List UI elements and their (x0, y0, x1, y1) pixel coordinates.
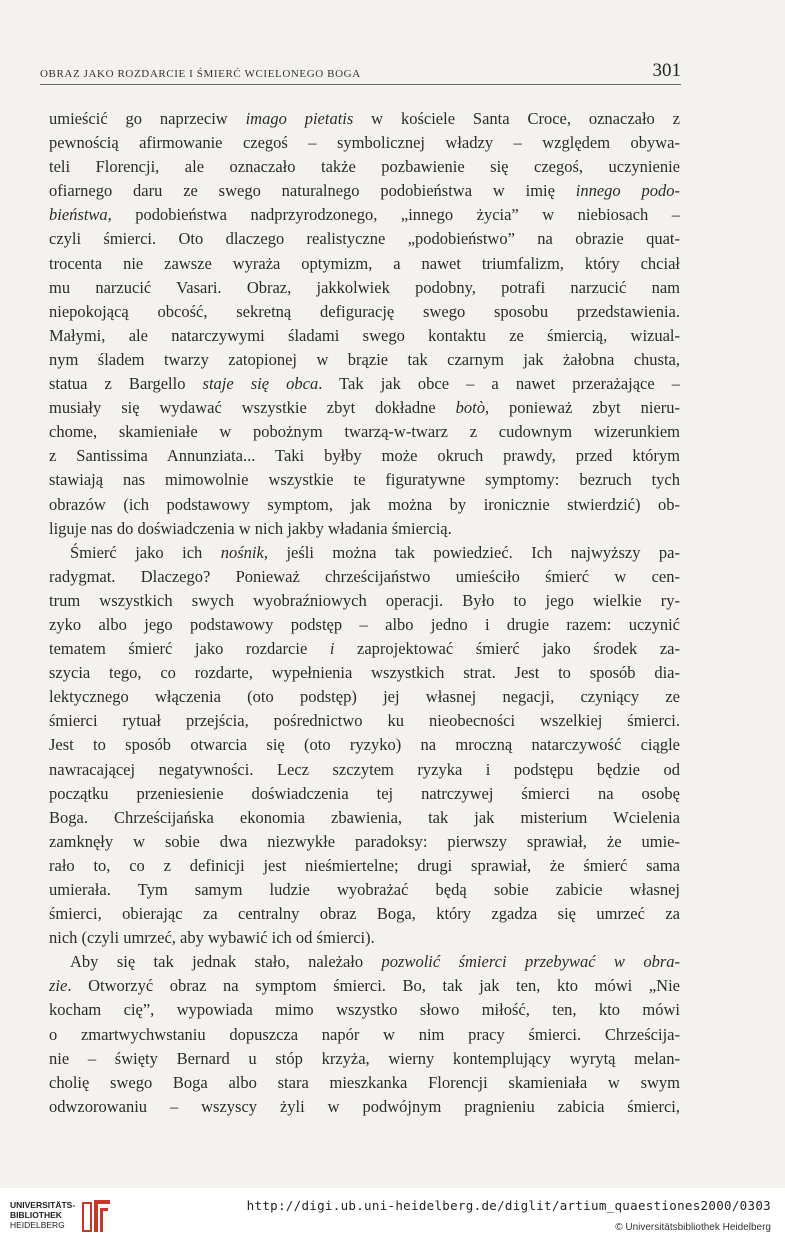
running-head (40, 60, 681, 85)
text-line: lektycznego włączenia (oto podstęp) jej własnej negacji, czyniący ze (49, 687, 680, 707)
text-line: bieństwa, podobieństwa nadprzyrodzonego, „innego życia” w niebiosach – (49, 205, 680, 225)
text-line: rało to, co z definicji jest nieśmiertelne; drugi sprawiał, że śmierć sama (49, 855, 680, 875)
text-line: śmierci rytuał przejścia, pośrednictwo ku nieobecności wszelkiej śmierci. (49, 711, 680, 731)
text-line: umieścić go naprzeciw imago pietatis w kościele Santa Croce, oznaczało z (49, 109, 680, 128)
text-line: z Santissima Annunziata... Taki byłby może okruch prawdy, przed którym (49, 446, 680, 466)
text-line: nie – święty Bernard u stóp krzyża, wierny kontemplujący wyrytą melan- (49, 1048, 680, 1068)
text-line: statua z Bargello staje się obca. Tak jak obce – a nawet przerażające – (49, 374, 680, 394)
footer-bar (0, 1188, 785, 1247)
digital-object-url-link[interactable]: http://digi.ub.uni-heidelberg.de/diglit/artium_quaestiones2000/0303 (246, 1198, 771, 1213)
text-line: radygmat. Dlaczego? Ponieważ chrześcijaństwo umieściło śmierć w cen- (49, 566, 680, 586)
text-line: początku przeniesienie doświadczenia tej natrczywej śmierci na osobę (49, 783, 680, 803)
text-line: zyko albo jego podstawowy podstęp – albo jedno i drugie razem: uczynić (49, 614, 680, 634)
text-line: Boga. Chrześcijańska ekonomia zbawienia, tak jak misterium Wcielenia (49, 807, 680, 827)
logo-line-1: UNIVERSITÄTS- (10, 1200, 76, 1210)
text-line: mu narzucić Vasari. Obraz, jakkolwiek podobny, potrafi narzucić nam (49, 277, 680, 297)
body-text (49, 107, 680, 1119)
text-line: obrazów (ich podstawowy symptom, jak można by ironicznie stwierdzić) ob- (49, 494, 680, 514)
logo-line-2: BIBLIOTHEK (10, 1210, 62, 1220)
text-line: nawracającej negatywności. Lecz szczytem ryzyka i podstępu będzie od (49, 759, 680, 779)
text-line: nym śladem twarzy zatopionej w brązie tak czarnym jak żałobna chusta, (49, 349, 680, 369)
text-line: teli Florencji, ale oznaczało także pozbawienie się czegoś, uczynienie (49, 157, 680, 177)
library-logo-icon (78, 1196, 114, 1236)
text-line: musiały się wydawać wszystkie zbyt dokładne botò, ponieważ zbyt nieru- (49, 398, 680, 418)
text-line: umierała. Tym samym ludzie wyobrażać będą sobie zabicie własnej (49, 880, 680, 899)
text-line: śmierci, obierając za centralny obraz Boga, który zgadza się umrzeć za (49, 904, 680, 924)
text-line: pewnością afirmowanie czegoś – symbolicznej władzy – względem obywa- (49, 133, 680, 153)
text-line: cholię swego Boga albo stara mieszkanka Florencji skamieniała w swym (49, 1072, 680, 1092)
logo-line-3: HEIDELBERG (10, 1220, 65, 1230)
text-line: nich (czyli umrzeć, aby wybawić ich od śmierci). (49, 928, 375, 948)
text-line: zie. Otworzyć obraz na symptom śmierci. Bo, tak jak ten, kto mówi „Nie (49, 976, 680, 996)
text-line: trocenta nie zawsze wyraża optymizm, a nawet triumfalizm, który chciał (49, 253, 680, 273)
text-line: chome, skamieniałe w pobożnym twarzą-w-twarz z cudownym wizerunkiem (49, 422, 680, 442)
text-line: o zmartwychwstaniu dopuszcza napór w nim pracy śmierci. Chrześcija- (49, 1024, 680, 1044)
copyright-notice: © Universitätsbibliothek Heidelberg (615, 1222, 771, 1233)
text-line: czyli śmierci. Oto dlaczego realistyczne „podobieństwo” na obrazie quat- (49, 229, 680, 249)
text-line: liguje nas do doświadczenia w nich jakby władania śmiercią. (49, 518, 452, 538)
page-number: 301 (652, 60, 681, 81)
text-line: kocham cię”, wypowiada mimo wszystko słowo miłość, ten, kto mówi (49, 1000, 680, 1020)
text-line: trum wszystkich swych wyobraźniowych operacji. Było to jego wielkie ry- (49, 590, 680, 610)
text-line: niepokojącą obcość, sekretną defigurację swego sposobu przedstawienia. (49, 301, 680, 321)
text-line: zamknęły w sobie dwa niezwykłe paradoksy: pierwszy sprawiał, że umie- (49, 831, 680, 851)
text-line: stawiają nas mimowolnie wszystkie te figuratywne symptomy: bezruch tych (49, 470, 680, 490)
library-logo-text (10, 1200, 75, 1230)
text-line: Aby się tak jednak stało, należało pozwolić śmierci przebywać w obra- (70, 952, 680, 972)
text-line: Jest to sposób otwarcia się (oto ryzyko) na mroczną natarczywość ciągle (49, 735, 680, 755)
text-line: szycia tego, co rozdarte, wypełnienia wszystkich strat. Jest to sposób dia- (49, 663, 680, 683)
text-line: ofiarnego daru ze swego naturalnego podobieństwa w imię innego podo- (49, 181, 680, 201)
text-line: odwzorowaniu – wszyscy żyli w podwójnym pragnieniu zabicia śmierci, (49, 1096, 680, 1116)
running-title: OBRAZ JAKO ROZDARCIE I ŚMIERĆ WCIELONEGO BOGA (40, 68, 361, 80)
text-line: Małymi, ale natarczywymi śladami swego kontaktu ze śmiercią, wizual- (49, 325, 680, 345)
text-line: Śmierć jako ich nośnik, jeśli można tak powiedzieć. Ich najwyższy pa- (70, 542, 680, 562)
text-line: tematem śmierć jako rozdarcie i zaprojektować śmierć jako środek za- (49, 639, 680, 659)
